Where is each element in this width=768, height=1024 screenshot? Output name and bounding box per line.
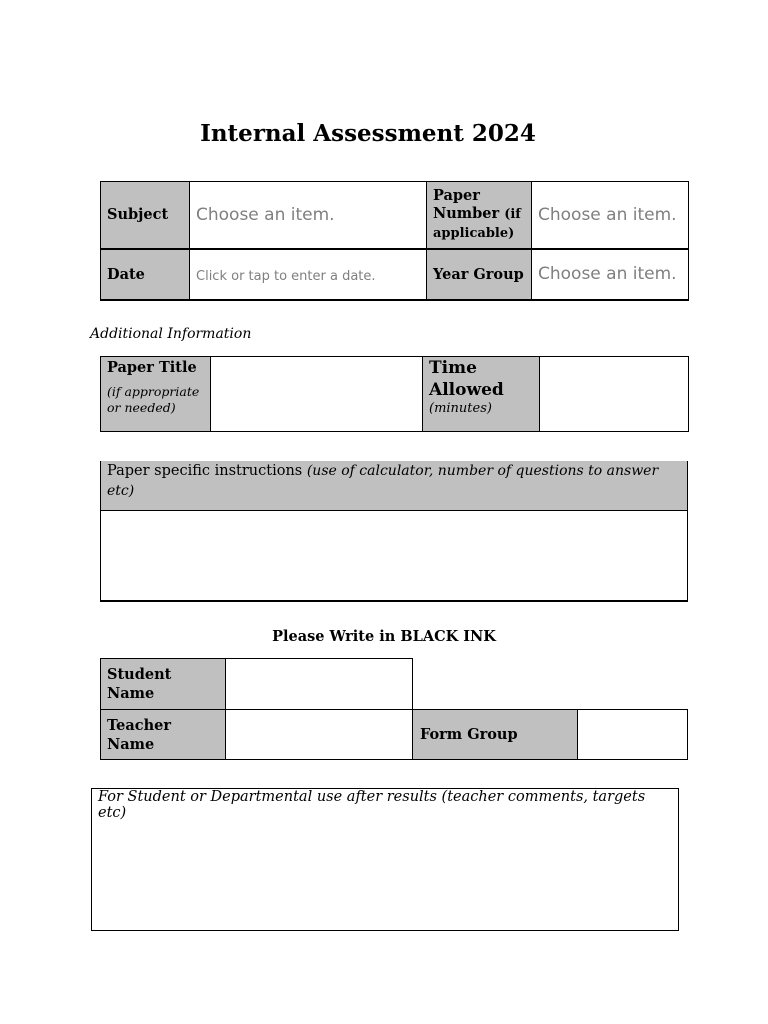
student-name-field[interactable] — [225, 658, 413, 710]
subject-label: Subject — [101, 182, 190, 249]
time-allowed-note: (minutes) — [429, 401, 492, 416]
subject-dropdown[interactable] — [190, 182, 427, 249]
time-allowed-label-cell — [423, 357, 540, 432]
paper-title-field[interactable] — [211, 357, 423, 432]
paper-number-placeholder: Choose an item. — [538, 204, 677, 225]
comments-box[interactable] — [91, 788, 679, 931]
teacher-name-field[interactable] — [225, 709, 413, 760]
black-ink-notice: Please Write in BLACK INK — [272, 628, 496, 645]
paper-title-label-cell — [101, 357, 211, 432]
form-group-field[interactable] — [577, 709, 688, 760]
date-picker[interactable] — [190, 249, 427, 300]
paper-info-table — [100, 356, 689, 432]
paper-number-dropdown[interactable] — [532, 182, 689, 249]
date-label: Date — [101, 249, 190, 300]
subject-placeholder: Choose an item. — [196, 204, 335, 225]
teacher-name-label: Teacher Name — [100, 709, 226, 760]
year-group-label: Year Group — [427, 249, 532, 300]
paper-number-label-cell — [427, 182, 532, 249]
instructions-note: (use of calculator, number of questions to answer etc) — [107, 463, 659, 499]
time-allowed-field[interactable] — [540, 357, 689, 432]
form-group-label: Form Group — [412, 709, 578, 760]
paper-title-label: Paper Title — [107, 359, 197, 376]
student-name-label: Student Name — [100, 658, 226, 710]
paper-number-note: (if applicable) — [433, 206, 521, 241]
assessment-details-table — [100, 181, 689, 301]
year-group-placeholder: Choose an item. — [538, 264, 677, 284]
time-allowed-label: Time Allowed — [429, 358, 504, 400]
instructions-header — [100, 461, 688, 511]
additional-info-heading: Additional Information — [90, 326, 252, 342]
instructions-field[interactable] — [100, 510, 688, 602]
date-placeholder: Click or tap to enter a date. — [196, 268, 376, 284]
comments-label: For Student or Departmental use after results (teacher comments, targets etc) — [98, 789, 646, 821]
paper-title-note: (if appropriate or needed) — [107, 384, 200, 415]
instructions-label: Paper specific instructions — [107, 463, 303, 479]
paper-number-label: Paper Number — [433, 186, 500, 222]
page-title: Internal Assessment 2024 — [200, 120, 536, 147]
year-group-dropdown[interactable] — [532, 249, 689, 300]
